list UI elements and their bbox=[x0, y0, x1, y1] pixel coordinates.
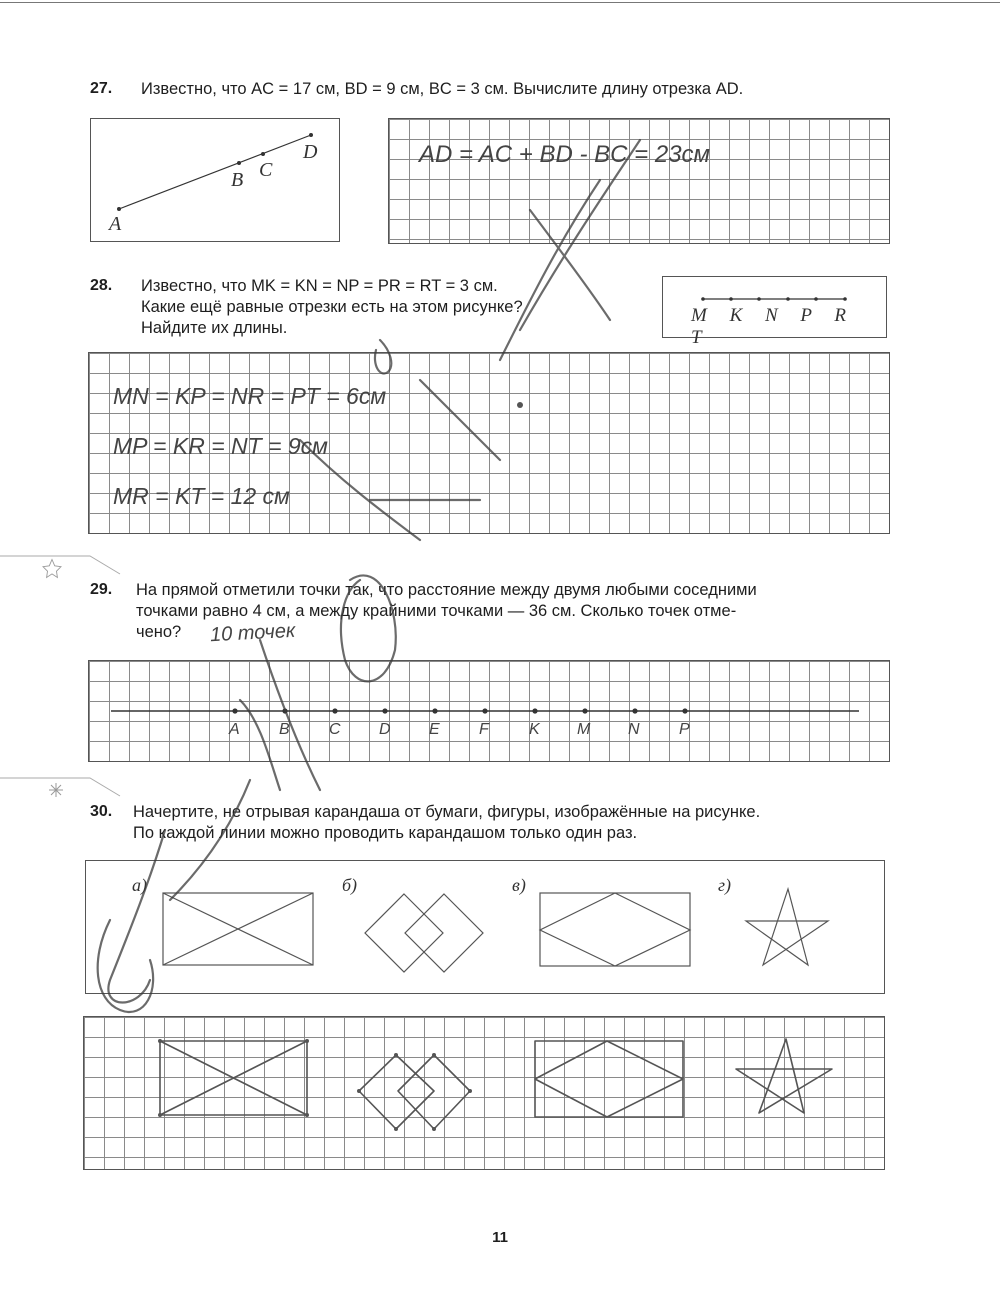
task-27-figure bbox=[90, 118, 340, 242]
task-29-line-2: точками равно 4 см, а между крайними точками — 36 см. Сколько точек отме- bbox=[136, 602, 737, 620]
point-label-2: B bbox=[279, 721, 290, 738]
figure-a-label: а) bbox=[132, 875, 147, 895]
point-label-3: C bbox=[329, 721, 341, 738]
task-27-text: Известно, что AC = 17 см, BD = 9 см, BC = 3 см. Вычислите длину отрезка AD. bbox=[141, 80, 744, 98]
point-label-7: K bbox=[529, 721, 540, 738]
point-d-label: D bbox=[303, 141, 318, 163]
point-label-10: P bbox=[679, 721, 690, 738]
task-29-number: 29. bbox=[90, 581, 113, 598]
task-28-answer-grid bbox=[88, 352, 890, 534]
task-28-answer-1: MN = KP = NR = PT = 6см bbox=[113, 383, 387, 409]
page-top-rule bbox=[0, 2, 1000, 3]
task-28-answer-2: MP = KR = NT = 9см bbox=[113, 433, 328, 459]
task-29-handwritten-answer: 10 точек bbox=[209, 619, 296, 647]
task-28-number: 28. bbox=[90, 277, 113, 294]
task-28-answer-3: MR = KT = 12 см bbox=[113, 483, 290, 509]
task-30-number: 30. bbox=[90, 803, 113, 820]
point-label-8: M bbox=[577, 721, 591, 738]
figure-g-label: г) bbox=[718, 875, 732, 895]
task-29-answer-grid bbox=[88, 660, 890, 762]
task-30-figures bbox=[85, 860, 885, 994]
figure-b-label: б) bbox=[342, 875, 358, 895]
point-label-6: F bbox=[479, 721, 489, 738]
task-28-figure bbox=[662, 276, 887, 348]
point-a-label: A bbox=[109, 213, 122, 235]
task-28-line-3: Найдите их длины. bbox=[141, 319, 288, 337]
task-28-line-1: Известно, что MK = KN = NP = PR = RT = 3 см. bbox=[141, 277, 498, 295]
divider-star-icon bbox=[0, 548, 200, 578]
divider-snowflake-icon bbox=[0, 772, 200, 802]
page-number: 11 bbox=[492, 1229, 508, 1246]
task-29-line-1: На прямой отметили точки так, что расстояние между двумя любыми соседними bbox=[136, 581, 757, 599]
task-27-number: 27. bbox=[90, 80, 113, 97]
point-label-5: E bbox=[429, 721, 440, 738]
point-c-label: C bbox=[259, 159, 273, 181]
task-30-answer-grid bbox=[83, 1016, 885, 1170]
segment-ad-drawing bbox=[91, 119, 339, 241]
segment-points-labels: M K N P R T bbox=[691, 305, 856, 348]
task-30-line-1: Начертите, не отрывая карандаша от бумаги, фигуры, изображённые на рисунке. bbox=[133, 803, 761, 821]
task-27-answer-grid bbox=[388, 118, 890, 244]
point-label-9: N bbox=[628, 721, 640, 738]
number-line-drawing bbox=[89, 661, 889, 761]
point-b-label: B bbox=[231, 169, 244, 191]
task-29-line-3: чено? bbox=[136, 623, 182, 641]
task-30-line-2: По каждой линии можно проводить карандашом только один раз. bbox=[133, 824, 638, 842]
handdrawn-figures bbox=[84, 1017, 884, 1169]
task-28-line-2: Какие ещё равные отрезки есть на этом рисунке? bbox=[141, 298, 523, 316]
point-label-4: D bbox=[379, 721, 391, 738]
figures-drawing bbox=[86, 861, 884, 993]
task-27-handwritten-answer: AD = AC + BD - BC = 23см bbox=[419, 141, 710, 168]
figure-v-label: в) bbox=[512, 875, 526, 895]
point-label-1: A bbox=[229, 721, 240, 738]
